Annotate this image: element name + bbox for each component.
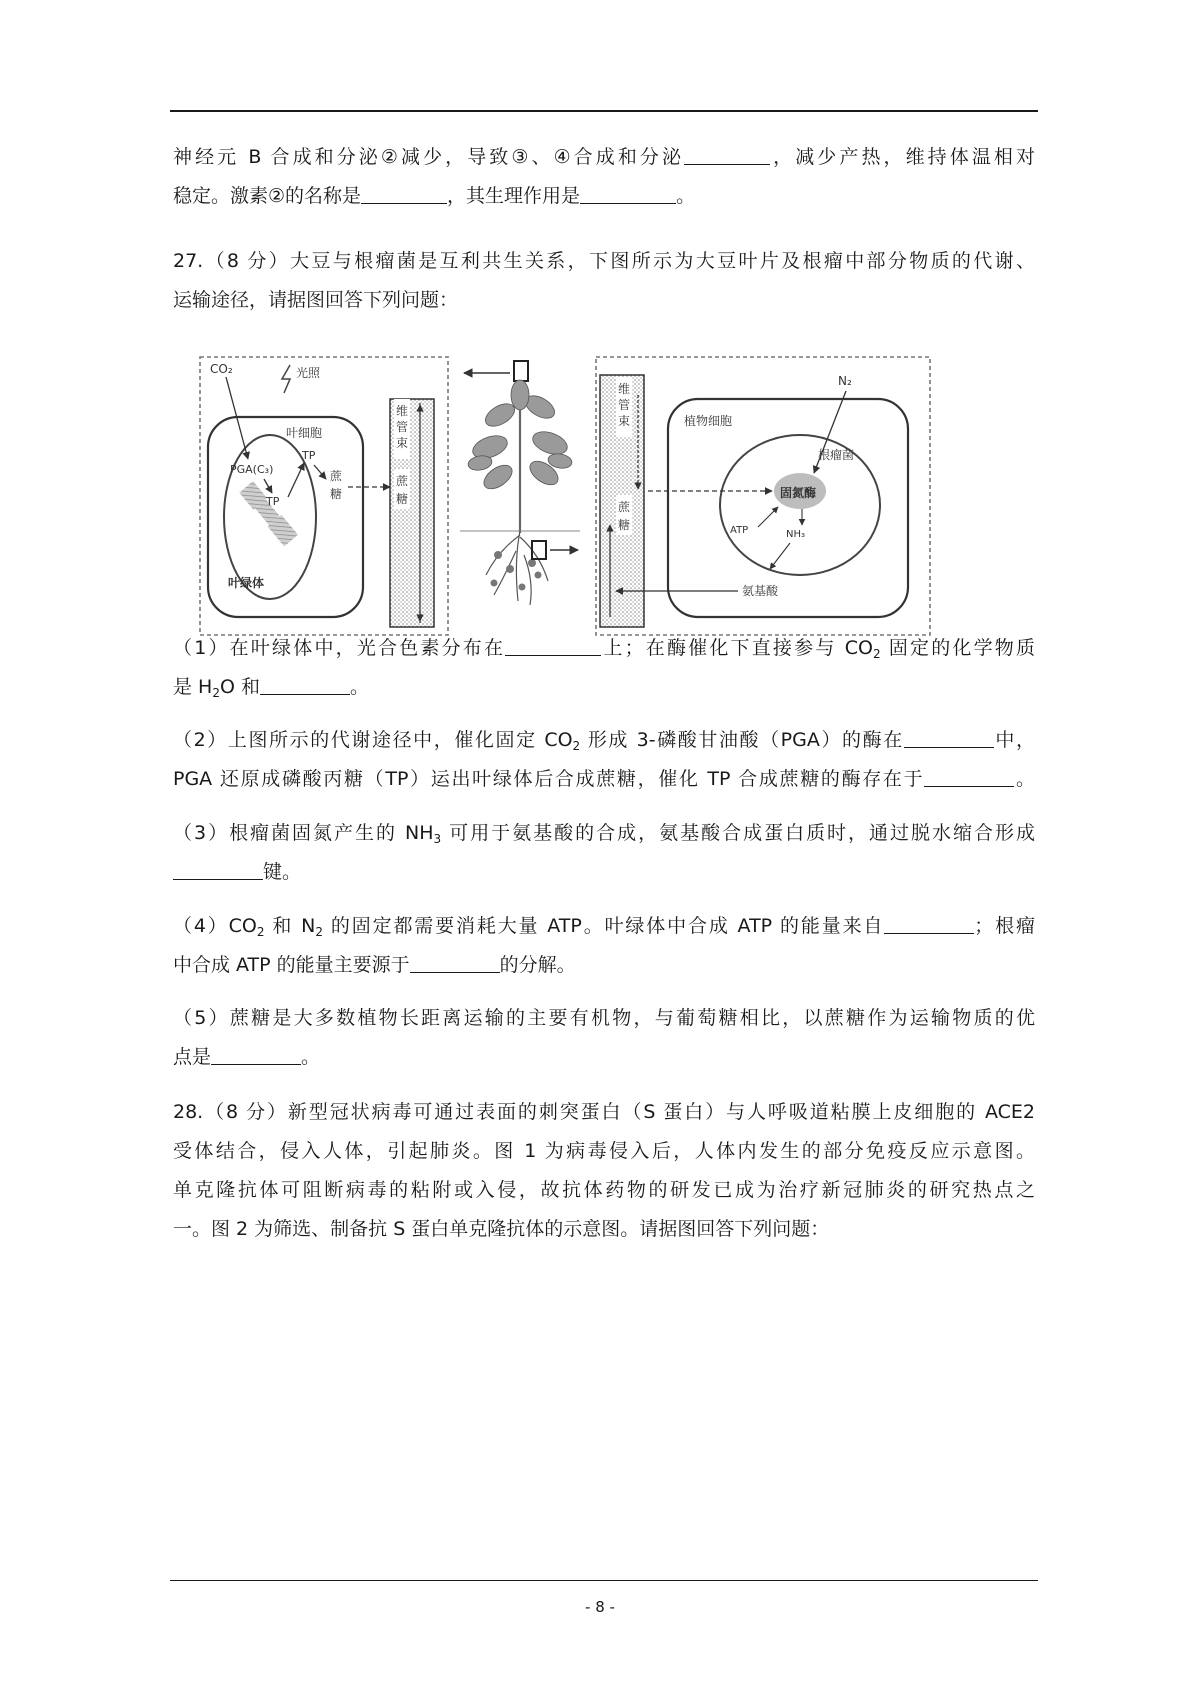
question-27-2: （2）上图所示的代谢途径中，催化固定 $CO_2$ 形成 3-磷酸甘油酸（PGA）的酶在 中， PGA 还原成磷酸丙糖（TP）运出叶绿体后合成蔗糖，催化 TP 合成蔗糖的酶存在于 。	[173, 729, 1035, 790]
vb-label-b: 管	[618, 398, 631, 412]
tp-label-2: TP	[266, 495, 280, 508]
tp-label-1: TP	[302, 449, 316, 462]
answer-blank[interactable]	[410, 952, 500, 973]
answer-blank[interactable]	[260, 674, 350, 695]
question-27-1: （1）在叶绿体中，光合色素分布在 上；在酶催化下直接参与 $CO_2$ 固定的化学物质 是 $H_2O$ 和 。	[173, 637, 1035, 700]
sucrose-label-a: 蔗	[330, 469, 343, 483]
header-rule	[170, 110, 1038, 112]
answer-blank[interactable]	[361, 183, 447, 204]
answer-blank[interactable]	[173, 859, 263, 880]
vessel-sucrose-a: 蔗	[396, 474, 409, 488]
vb-label-c: 束	[618, 414, 631, 428]
question-27-stem: 27.（8 分）大豆与根瘤菌是互利共生关系，下图所示为大豆叶片及根瘤中部分物质的代谢、 运输途径，请据图回答下列问题：	[173, 250, 1035, 311]
vb-label-a: 维	[618, 382, 631, 396]
answer-blank[interactable]	[884, 913, 974, 934]
n2-label: N₂	[838, 374, 852, 388]
answer-blank[interactable]	[904, 727, 994, 748]
answer-blank[interactable]	[211, 1044, 301, 1065]
question-28-stem: 28.（8 分）新型冠状病毒可通过表面的刺突蛋白（S 蛋白）与人呼吸道粘膜上皮细胞的 ACE2 受体结合，侵入人体，引起肺炎。图 1 为病毒侵入后，人体内发生的部分免疫反应示意图。 单克隆抗体可阻断病毒的粘附或入侵，故抗体药物的研发已成为治疗新冠肺炎的研究热点之 一。图 2 为筛选、制备抗 S 蛋白单克隆抗体的示意图。请据图回答下列问题：	[173, 1101, 1035, 1240]
footer-rule	[170, 1580, 1038, 1581]
vb-label-b: 管	[396, 420, 409, 434]
atp-label: ATP	[730, 525, 749, 536]
question-27-5: （5）蔗糖是大多数植物长距离运输的主要有机物，与葡萄糖相比，以蔗糖作为运输物质的优 点是 。	[173, 1007, 1035, 1068]
light-label: 光照	[296, 366, 321, 380]
vb-label-a: 维	[396, 404, 409, 418]
leaf-selection-box	[514, 361, 528, 381]
co2-label: CO₂	[210, 362, 233, 376]
pga-label: PGA(C₃)	[230, 463, 274, 476]
page-number: - 8 -	[585, 1598, 615, 1616]
answer-blank[interactable]	[684, 144, 770, 165]
nh3-label: NH₃	[786, 529, 806, 540]
answer-blank[interactable]	[580, 183, 676, 204]
chloroplast-label: 叶绿体	[228, 576, 265, 590]
text-line: 稳定。激素②的名称是 ，其生理作用是 。	[173, 185, 696, 207]
roots	[486, 531, 548, 605]
rhizobium-label: 根瘤菌	[818, 448, 855, 462]
sucrose-label-b: 糖	[330, 487, 343, 501]
question-27-3: （3）根瘤菌固氮产生的 $NH_3$ 可用于氨基酸的合成，氨基酸合成蛋白质时，通过脱水缩合形成 键。	[173, 822, 1035, 883]
text-line: 神经元 B 合成和分泌②减少，导致③、④合成和分泌 ，减少产热，维持体温相对	[173, 146, 1035, 168]
soybean-plant-illustration	[460, 361, 580, 605]
root-nodule-panel	[596, 357, 930, 635]
vessel-sucrose-b: 糖	[396, 492, 409, 506]
vb-label-c: 束	[396, 436, 409, 450]
soybean-metabolism-figure	[198, 355, 933, 665]
answer-blank[interactable]	[924, 766, 1014, 787]
amino-acid-label: 氨基酸	[742, 584, 779, 598]
question-27-4: $(4)CO_2$ 和 $N_2$ 的固定都需要消耗大量 ATP。叶绿体中合成 ATP 的能量来自 ；根瘤 中合成 ATP 的能量主要源于 的分解。	[173, 915, 1035, 976]
intro-continuation	[173, 138, 1035, 216]
answer-blank[interactable]	[505, 635, 601, 656]
vessel-sucrose-b: 糖	[618, 518, 631, 532]
plant-cell-label: 植物细胞	[684, 414, 733, 428]
nitrogenase-label: 固氮酶	[780, 486, 817, 500]
nodule-selection-box	[532, 541, 546, 559]
lightning-icon	[282, 365, 290, 393]
leaf-cell-panel	[200, 357, 448, 635]
vessel-sucrose-a: 蔗	[618, 500, 631, 514]
leaf-cell-label: 叶细胞	[286, 426, 323, 440]
